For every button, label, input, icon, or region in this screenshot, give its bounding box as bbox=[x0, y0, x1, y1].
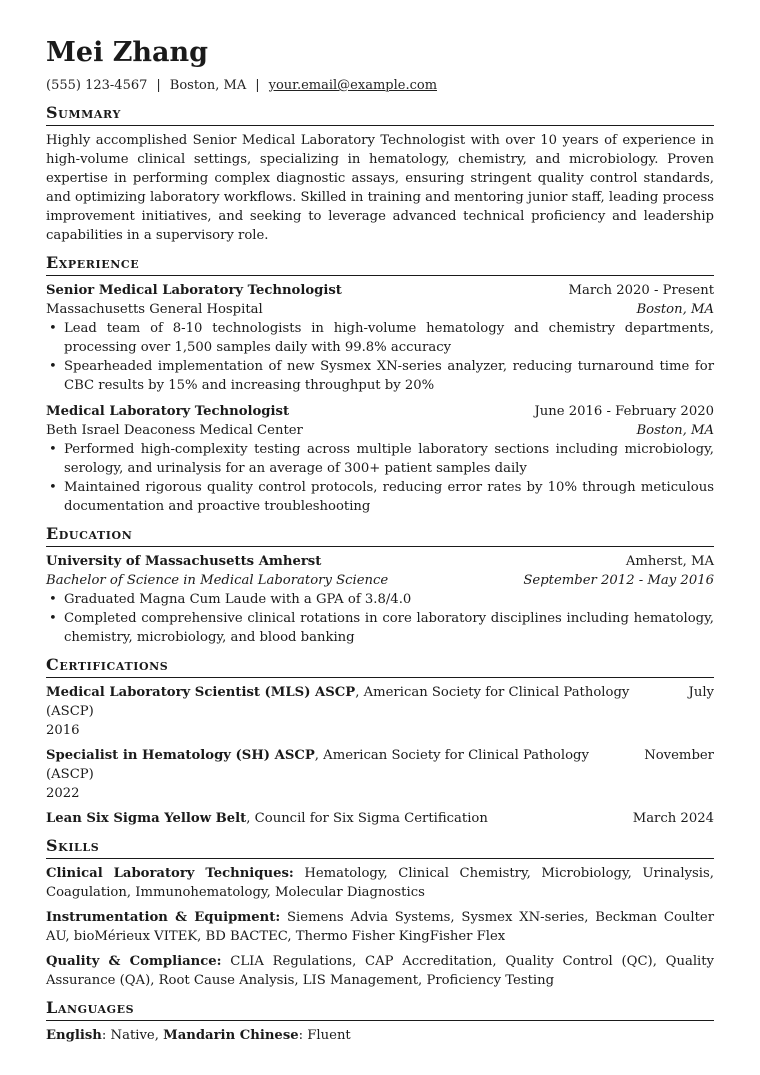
experience-section bbox=[46, 253, 714, 516]
skill-label: Clinical Laboratory Techniques: bbox=[46, 866, 294, 881]
language-name: English bbox=[46, 1028, 102, 1043]
language-name: Mandarin Chinese bbox=[163, 1028, 299, 1043]
certification-item bbox=[46, 809, 714, 828]
certification-issuer: , Council for Six Sigma Certification bbox=[246, 811, 488, 826]
bullet-item: • Completed comprehensive clinical rotations in core laboratory disciplines including hematology, chemistry, microbiology, and blood banking bbox=[64, 609, 714, 647]
certifications-section bbox=[46, 655, 714, 828]
certification-name: Lean Six Sigma Yellow Belt bbox=[46, 811, 247, 826]
summary-section bbox=[46, 103, 714, 245]
school-location: Amherst, MA bbox=[625, 554, 714, 569]
skill-text: CLIA Regulations, CAP Accreditation, Quality Control (QC), Quality Assurance (QA), Root Cause Analysis, LIS Management, Proficiency Testing bbox=[46, 954, 715, 988]
certification-name: Medical Laboratory Scientist (MLS) ASCP bbox=[46, 685, 356, 700]
certification-year: 2016 bbox=[46, 723, 80, 738]
resume-page bbox=[46, 36, 714, 1045]
education-bullets bbox=[46, 590, 714, 647]
education-dates: September 2012 - May 2016 bbox=[523, 573, 714, 588]
section-title-languages: Languages bbox=[46, 998, 714, 1021]
certification-date: November bbox=[644, 748, 714, 763]
location: Boston, MA bbox=[169, 78, 247, 93]
language-level: : Native, bbox=[101, 1028, 164, 1043]
certification-date: March 2024 bbox=[632, 811, 714, 826]
bullet-item: • Spearheaded implementation of new Sysmex XN-series analyzer, reducing turnaround time for CBC results by 15% and increasing throughput by 20% bbox=[64, 357, 714, 395]
job-entry bbox=[46, 402, 714, 516]
job-dates: March 2020 - Present bbox=[568, 283, 714, 298]
certification-name: Specialist in Hematology (SH) ASCP bbox=[46, 748, 315, 763]
school-name: University of Massachusetts Amherst bbox=[46, 554, 322, 569]
skill-text: Hematology, Clinical Chemistry, Microbiology, Urinalysis, Coagulation, Immunohematology, Molecular Diagnostics bbox=[46, 866, 714, 900]
phone-number: (555) 123-4567 bbox=[46, 78, 148, 93]
job-entry bbox=[46, 281, 714, 395]
skill-label: Instrumentation & Equipment: bbox=[46, 910, 281, 925]
education-section bbox=[46, 524, 714, 647]
section-title-education: Education bbox=[46, 524, 714, 547]
certification-issuer: , American Society for Clinical Pathology (ASCP) bbox=[46, 685, 630, 719]
bullet-item: • Lead team of 8-10 technologists in high-volume hematology and chemistry departments, processing over 1,500 samples daily with 99.8% accuracy bbox=[64, 319, 714, 357]
bullet-item: • Graduated Magna Cum Laude with a GPA of 3.8/4.0 bbox=[64, 590, 714, 609]
bullet-item: • Maintained rigorous quality control protocols, reducing error rates by 10% through meticulous documentation and proactive troubleshooting bbox=[64, 478, 714, 516]
certification-item bbox=[46, 683, 714, 740]
job-bullets bbox=[46, 440, 714, 516]
skill-text: Siemens Advia Systems, Sysmex XN-series, Beckman Coulter AU, bioMérieux VITEK, BD BACTEC, Thermo Fisher KingFisher Flex bbox=[46, 910, 715, 944]
email-link[interactable]: your.email@example.com bbox=[268, 78, 438, 93]
skill-group bbox=[46, 952, 714, 990]
section-title-experience: Experience bbox=[46, 253, 714, 276]
languages-line bbox=[46, 1026, 714, 1045]
skill-label: Quality & Compliance: bbox=[46, 954, 222, 969]
job-location: Boston, MA bbox=[636, 423, 714, 438]
certification-year: 2022 bbox=[46, 786, 80, 801]
skills-section bbox=[46, 836, 714, 990]
job-role: Medical Laboratory Technologist bbox=[46, 404, 290, 419]
degree-name: Bachelor of Science in Medical Laboratory Science bbox=[46, 573, 389, 588]
section-title-certifications: Certifications bbox=[46, 655, 714, 678]
section-title-skills: Skills bbox=[46, 836, 714, 859]
languages-section bbox=[46, 998, 714, 1045]
bullet-item: • Performed high-complexity testing across multiple laboratory sections including microbiology, serology, and urinalysis for an average of 300+ patient samples daily bbox=[64, 440, 714, 478]
separator: | bbox=[255, 78, 260, 93]
candidate-name: Mei Zhang bbox=[46, 37, 209, 68]
summary-text: Highly accomplished Senior Medical Laboratory Technologist with over 10 years of experience in high-volume clinical settings, specializing in hematology, chemistry, and microbiology. Proven expertise in performing complex diagnostic assays, ensuring stringent quality control standards, and optimizing laboratory workflows. Skilled in training and mentoring junior staff, leading process improvement initiatives, and seeking to leverage advanced technical proficiency and leadership capabilities in a supervisory role. bbox=[46, 133, 714, 243]
certification-issuer: , American Society for Clinical Pathology (ASCP) bbox=[46, 748, 589, 782]
certification-date: July bbox=[688, 685, 714, 700]
contact-line bbox=[46, 76, 714, 95]
job-bullets bbox=[46, 319, 714, 395]
job-organization: Beth Israel Deaconess Medical Center bbox=[46, 423, 303, 438]
skill-group bbox=[46, 864, 714, 902]
section-title-summary: Summary bbox=[46, 103, 714, 126]
job-role: Senior Medical Laboratory Technologist bbox=[46, 283, 342, 298]
language-level: : Fluent bbox=[298, 1028, 351, 1043]
job-organization: Massachusetts General Hospital bbox=[46, 302, 263, 317]
job-location: Boston, MA bbox=[636, 302, 714, 317]
job-dates: June 2016 - February 2020 bbox=[534, 404, 714, 419]
certification-item bbox=[46, 746, 714, 803]
skill-group bbox=[46, 908, 714, 946]
separator: | bbox=[156, 78, 161, 93]
